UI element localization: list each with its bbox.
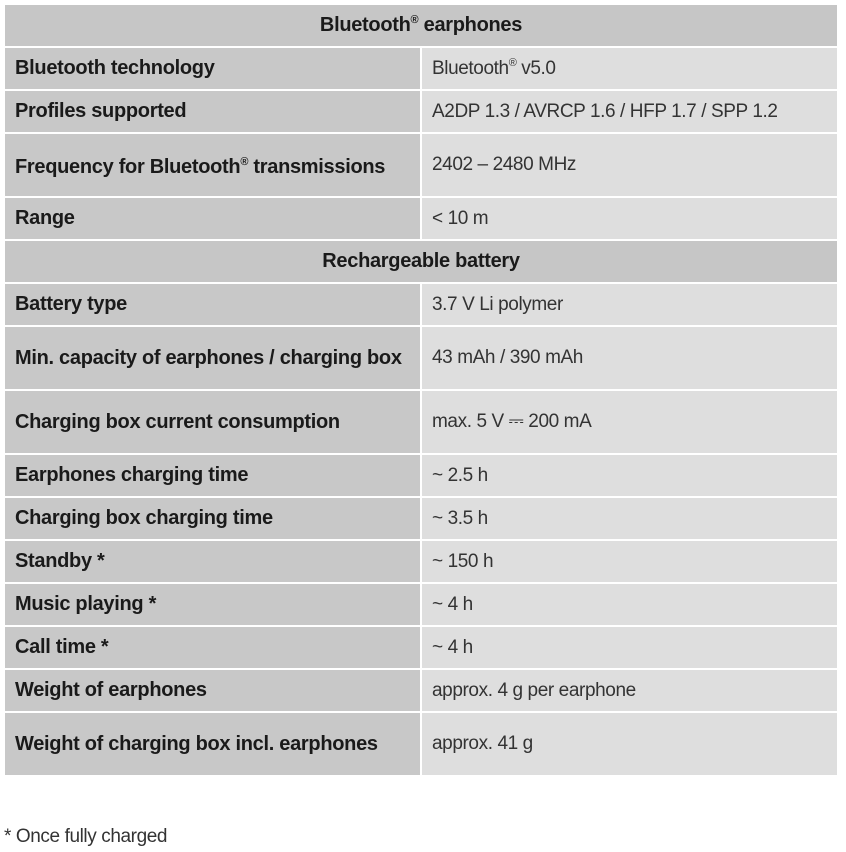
spec-value: approx. 4 g per earphone: [421, 669, 838, 712]
spec-value: ~ 3.5 h: [421, 497, 838, 540]
section-title: Bluetooth® earphones: [4, 4, 838, 47]
spec-label: Charging box current consumption: [4, 390, 421, 454]
spec-label: Call time *: [4, 626, 421, 669]
spec-row: [4, 90, 838, 133]
registered-mark: ®: [508, 57, 517, 69]
spec-row: [4, 133, 838, 197]
spec-row: [4, 669, 838, 712]
spec-row: [4, 390, 838, 454]
spec-label: Frequency for Bluetooth® transmissions: [4, 133, 421, 197]
spec-row: [4, 454, 838, 497]
section-title: Rechargeable battery: [4, 240, 838, 283]
spec-label: Music playing *: [4, 583, 421, 626]
spec-value: approx. 41 g: [421, 712, 838, 776]
spec-row: [4, 197, 838, 240]
spec-value: ~ 4 h: [421, 583, 838, 626]
registered-mark: ®: [410, 14, 419, 26]
spec-row: [4, 626, 838, 669]
spec-row: [4, 583, 838, 626]
spec-label: Range: [4, 197, 421, 240]
spec-label: Earphones charging time: [4, 454, 421, 497]
spec-label: Profiles supported: [4, 90, 421, 133]
spec-value: 3.7 V Li polymer: [421, 283, 838, 326]
spec-row: [4, 47, 838, 90]
spec-value: max. 5 V ⎓ 200 mA: [421, 390, 838, 454]
section-header-row: [4, 4, 838, 47]
registered-mark: ®: [240, 156, 249, 168]
specifications-table: [3, 3, 839, 777]
spec-label: Battery type: [4, 283, 421, 326]
footnote: * Once fully charged: [4, 826, 168, 847]
spec-value: ~ 2.5 h: [421, 454, 838, 497]
spec-value: Bluetooth® v5.0: [421, 47, 838, 90]
spec-value: A2DP 1.3 / AVRCP 1.6 / HFP 1.7 / SPP 1.2: [421, 90, 838, 133]
spec-label: Weight of charging box incl. earphones: [4, 712, 421, 776]
spec-label: Bluetooth technology: [4, 47, 421, 90]
spec-value: ~ 4 h: [421, 626, 838, 669]
spec-row: [4, 540, 838, 583]
spec-row: [4, 326, 838, 390]
spec-label: Weight of earphones: [4, 669, 421, 712]
section-header-row: [4, 240, 838, 283]
spec-row: [4, 497, 838, 540]
spec-label: Min. capacity of earphones / charging box: [4, 326, 421, 390]
spec-value: 43 mAh / 390 mAh: [421, 326, 838, 390]
spec-row: [4, 283, 838, 326]
spec-value: ~ 150 h: [421, 540, 838, 583]
spec-label: Charging box charging time: [4, 497, 421, 540]
spec-label: Standby *: [4, 540, 421, 583]
spec-value: 2402 – 2480 MHz: [421, 133, 838, 197]
spec-value: < 10 m: [421, 197, 838, 240]
spec-row: [4, 712, 838, 776]
